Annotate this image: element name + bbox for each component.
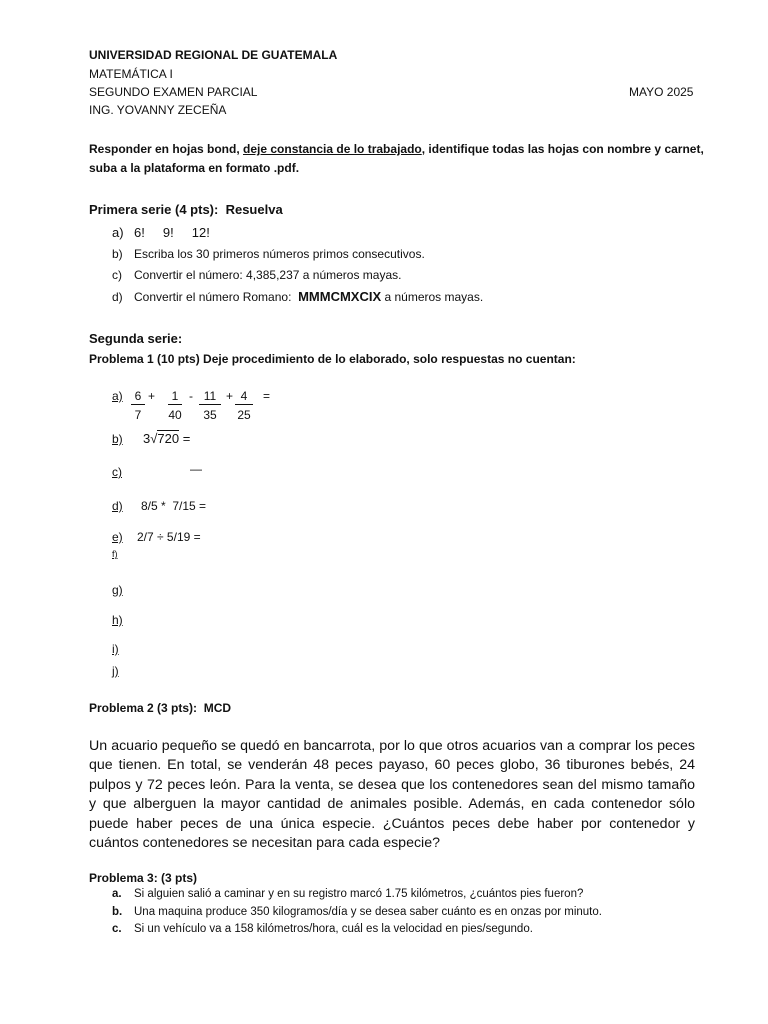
item-label: a) <box>112 225 124 240</box>
instructions-part1: Responder en hojas bond, <box>89 142 244 156</box>
p1-expr-e: 2/7 ÷ 5/19 = <box>137 530 201 544</box>
p1-expr-d: 8/5 * 7/15 = <box>141 499 207 513</box>
p1-label-i: i) <box>112 642 119 656</box>
numerator: 1 <box>168 388 182 405</box>
p1-mark-c: — <box>190 462 202 476</box>
roman-numeral: MMMCMXCIX <box>298 289 382 304</box>
denominator: 25 <box>237 408 251 422</box>
p1-expr-b <box>143 431 190 446</box>
p1-label-j: j) <box>112 664 119 678</box>
serie1-title <box>89 202 283 217</box>
fraction-1 <box>131 388 145 423</box>
university-name: UNIVERSIDAD REGIONAL DE GUATEMALA <box>89 48 338 62</box>
problem1-title: Problema 1 (10 pts) Deje procedimiento de lo elaborado, solo respuestas no cuentan: <box>89 352 576 366</box>
p1-label-a: a) <box>112 389 123 403</box>
equals-b: = <box>182 431 191 446</box>
serie1-subtitle: Resuelva <box>225 202 283 217</box>
serie1-title-text: Primera serie (4 pts): <box>89 202 219 217</box>
item-label: b. <box>112 906 123 918</box>
item-text-after: a números mayas. <box>384 290 484 304</box>
radical-sign: √ <box>150 431 158 446</box>
p1-label-b: b) <box>112 432 123 446</box>
item-text: Si alguien salió a caminar y en su registro marcó 1.75 kilómetros, ¿cuántos pies fueron? <box>134 888 584 900</box>
item-label: b) <box>112 247 123 261</box>
problem2-title-text: Problema 2 (3 pts): <box>89 701 198 715</box>
problem3-item-b <box>112 906 602 918</box>
instructions-part2: , identifique todas las hojas con nombre y carnet, suba a la plataforma en formato .pdf. <box>89 142 704 175</box>
problem2-topic: MCD <box>203 701 232 715</box>
p1-label-f: f) <box>112 549 118 559</box>
exam-title: SEGUNDO EXAMEN PARCIAL <box>89 85 258 99</box>
item-text: Si un vehículo va a 158 kilómetros/hora, cuál es la velocidad en pies/segundo. <box>134 923 533 935</box>
denominator: 40 <box>168 408 182 422</box>
p1-label-d: d) <box>112 499 123 513</box>
exam-date: MAYO 2025 <box>629 85 694 99</box>
op-plus-2: + <box>226 389 234 403</box>
radical-coefficient: 3 <box>143 431 151 446</box>
numerator: 4 <box>235 388 253 405</box>
fraction-3 <box>199 388 221 423</box>
op-minus: - <box>189 389 193 403</box>
item-text: Una maquina produce 350 kilogramos/día y se desea saber cuánto es en onzas por minuto. <box>134 906 602 918</box>
item-label: c) <box>112 268 122 282</box>
numerator: 6 <box>131 388 145 405</box>
op-plus-1: + <box>148 389 156 403</box>
item-label: d) <box>112 290 123 304</box>
problem3-title: Problema 3: (3 pts) <box>89 871 198 885</box>
item-text: Convertir el número Romano: <box>134 290 292 304</box>
item-label: c. <box>112 923 122 935</box>
item-label: a. <box>112 888 122 900</box>
item-text: 6! 9! 12! <box>134 225 210 240</box>
problem2-title <box>89 701 231 715</box>
serie2-title: Segunda serie: <box>89 331 183 346</box>
instructions <box>89 140 714 178</box>
item-text: Convertir el número: 4,385,237 a números mayas. <box>134 268 402 282</box>
serie1-item-b <box>112 247 425 261</box>
p1-label-g: g) <box>112 583 123 597</box>
course-name: MATEMÁTICA I <box>89 67 173 81</box>
serie1-item-c <box>112 268 401 282</box>
serie1-item-a <box>112 225 210 240</box>
denominator: 35 <box>203 408 217 422</box>
denominator: 7 <box>134 408 142 422</box>
p1-label-e: e) <box>112 530 123 544</box>
equals-a: = <box>263 389 271 403</box>
p1-label-c: c) <box>112 465 122 479</box>
item-text: Escriba los 30 primeros números primos consecutivos. <box>134 247 425 261</box>
serie1-item-d <box>112 289 483 304</box>
problem3-item-c <box>112 923 533 935</box>
problem2-text: Un acuario pequeño se quedó en bancarrota, por lo que otros acuarios van a comprar los peces que tienen. En total, se venderán 48 peces payaso, 60 peces globo, 36 tiburones bebés, 24 pulpos y 72 peces león. Para la venta, se desea que los contenedores sean del mismo tamaño y que alberguen la mayor cantidad de animales posible. Además, en cada contenedor sólo puede haber peces de una única especie. ¿Cuántos peces debe haber por contenedor y cuántos contenedores se necesitan para cada especie? <box>89 738 695 852</box>
professor-name: ING. YOVANNY ZECEÑA <box>89 103 227 117</box>
fraction-4 <box>235 388 253 423</box>
p1-label-h: h) <box>112 613 123 627</box>
fraction-2 <box>164 388 186 423</box>
numerator: 11 <box>199 388 221 405</box>
problem3-item-a <box>112 888 583 900</box>
instructions-underlined: deje constancia de lo trabajado <box>243 142 422 156</box>
radicand: 720 <box>157 431 180 446</box>
